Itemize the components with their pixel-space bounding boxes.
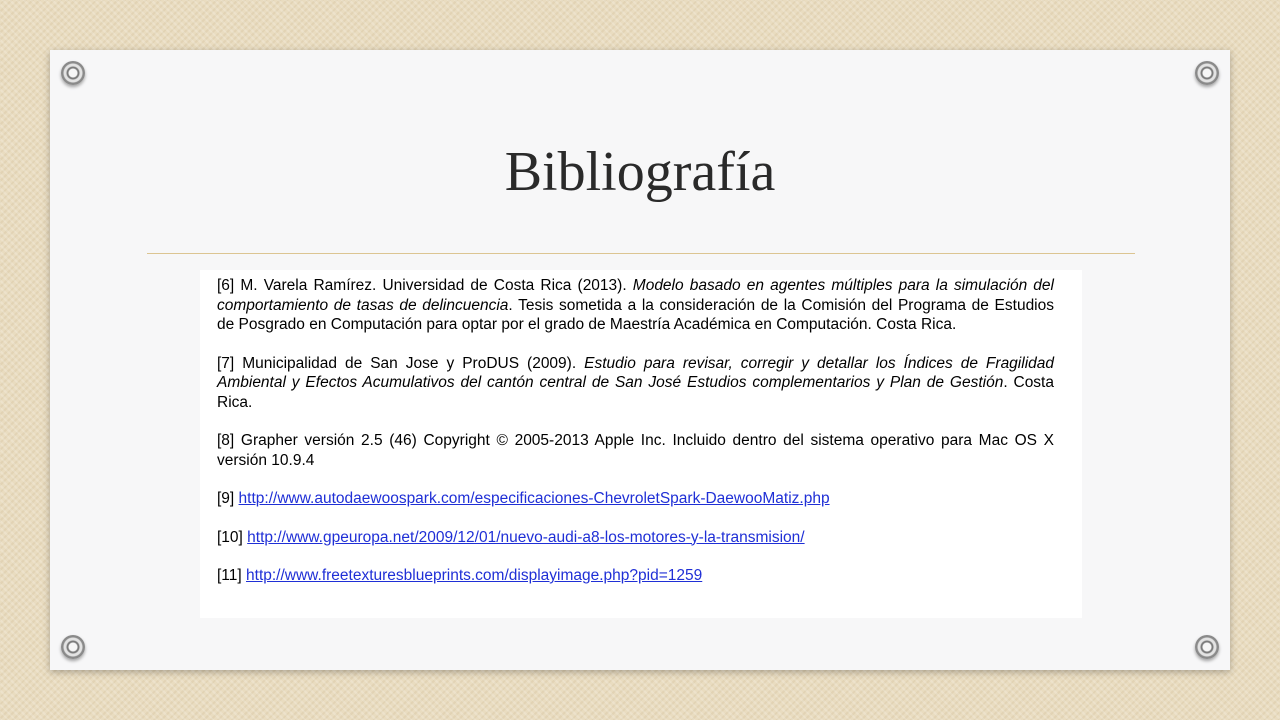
- pushpin-icon: [61, 61, 85, 85]
- reference-number: [11]: [217, 567, 242, 584]
- reference-number: [6]: [217, 277, 235, 294]
- reference-number: [9]: [217, 490, 235, 507]
- pushpin-icon: [1195, 61, 1219, 85]
- reference-9: [217, 489, 1054, 509]
- reference-number: [7]: [217, 354, 235, 372]
- reference-link[interactable]: http://www.freetexturesblueprints.com/displayimage.php?pid=1259: [246, 567, 703, 584]
- reference-7: [217, 354, 1054, 413]
- reference-lead: Municipalidad de San Jose y ProDUS (2009).: [242, 354, 577, 372]
- slide-title: Bibliografía: [504, 141, 776, 203]
- reference-number: [8]: [217, 432, 235, 449]
- pushpin-icon: [61, 635, 85, 659]
- slide: [50, 50, 1230, 670]
- references-image: [200, 270, 1082, 618]
- reference-rest: . Tesis sometida a la consideración de la Comisión del Programa de Estudios de Posgrado en Computación para optar por el grado de Maestría Académica en Computación. Costa Rica.: [217, 296, 1054, 333]
- reference-11: [217, 566, 1054, 586]
- reference-6: [217, 276, 1054, 335]
- reference-title: Modelo basado en agentes múltiples para la simulación del comportamiento de tasas de delincuencia: [217, 277, 1054, 314]
- reference-text: Grapher versión 2.5 (46) Copyright © 2005-2013 Apple Inc. Incluido dentro del sistema operativo para Mac OS X versión 10.9.4: [217, 432, 1055, 469]
- reference-lead: M. Varela Ramírez. Universidad de Costa Rica (2013).: [240, 277, 627, 294]
- title-divider: [147, 253, 1135, 254]
- reference-link[interactable]: http://www.gpeuropa.net/2009/12/01/nuevo-audi-a8-los-motores-y-la-transmision/: [247, 528, 805, 546]
- reference-8: [217, 431, 1054, 470]
- reference-10: [217, 528, 1054, 548]
- reference-number: [10]: [217, 528, 243, 546]
- reference-title: Estudio para revisar, corregir y detallar los Índices de Fragilidad Ambiental y Efectos Acumulativos del cantón central de San José Estudios complementarios y Plan de Gestión: [217, 354, 1054, 391]
- pushpin-icon: [1195, 635, 1219, 659]
- reference-link[interactable]: http://www.autodaewoospark.com/especificaciones-ChevroletSpark-DaewooMatiz.php: [238, 490, 830, 507]
- reference-rest: . Costa Rica.: [217, 374, 1054, 411]
